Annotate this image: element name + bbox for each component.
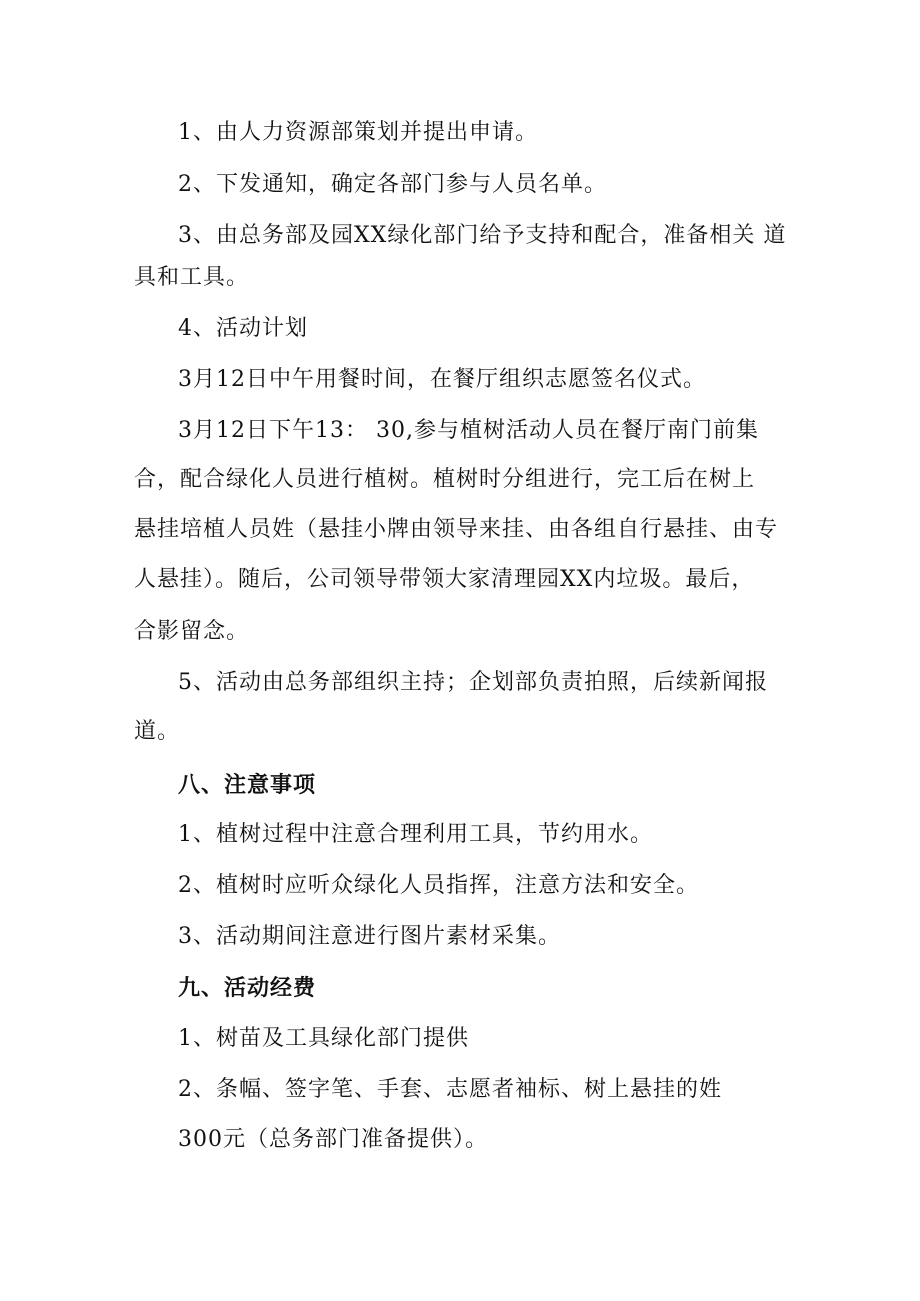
paragraph-line-1: 1、由人力资源部策划并提出申请。	[178, 120, 538, 145]
paragraph-line-11: 合影留念。	[134, 619, 250, 644]
paragraph-line-3: 3、由总务部及园XX绿化部门给予支持和配合，准备相关 道	[178, 223, 787, 248]
paragraph-line-9: 悬挂培植人员姓（悬挂小牌由领导来挂、由各组自行悬挂、由专	[134, 517, 779, 542]
paragraph-line-10: 人悬挂）。随后，公司领导带领大家清理园XX内垃圾。最后，	[134, 567, 755, 592]
paragraph-line-12: 5、活动由总务部组织主持；企划部负责拍照，后续新闻报	[178, 670, 768, 695]
paragraph-line-15: 1、植树过程中注意合理利用工具，节约用水。	[178, 822, 653, 847]
paragraph-line-4: 具和工具。	[134, 265, 250, 290]
paragraph-line-2: 2、下发通知，确定各部门参与人员名单。	[178, 172, 607, 197]
paragraph-line-19: 1、树苗及工具绿化部门提供	[178, 1026, 469, 1051]
paragraph-line-16: 2、植树时应听众绿化人员指挥，注意方法和安全。	[178, 873, 699, 898]
section-heading-8: 八、注意事项	[178, 772, 317, 798]
paragraph-line-21: 300元（总务部门准备提供）。	[178, 1127, 488, 1152]
paragraph-line-8: 合，配合绿化人员进行植树。植树时分组进行，完工后在树上	[134, 467, 756, 492]
section-heading-9: 九、活动经费	[178, 975, 317, 1001]
paragraph-line-5: 4、活动计划	[178, 316, 308, 341]
paragraph-line-6: 3月12日中午用餐时间，在餐厅组织志愿签名仪式。	[178, 367, 706, 392]
paragraph-line-17: 3、活动期间注意进行图片素材采集。	[178, 924, 561, 949]
paragraph-line-20: 2、条幅、签字笔、手套、志愿者袖标、树上悬挂的姓	[178, 1077, 722, 1102]
paragraph-line-7: 3月12日下午13： 30,参与植树活动人员在餐厅南门前集	[178, 418, 759, 443]
paragraph-line-13: 道。	[134, 719, 181, 744]
